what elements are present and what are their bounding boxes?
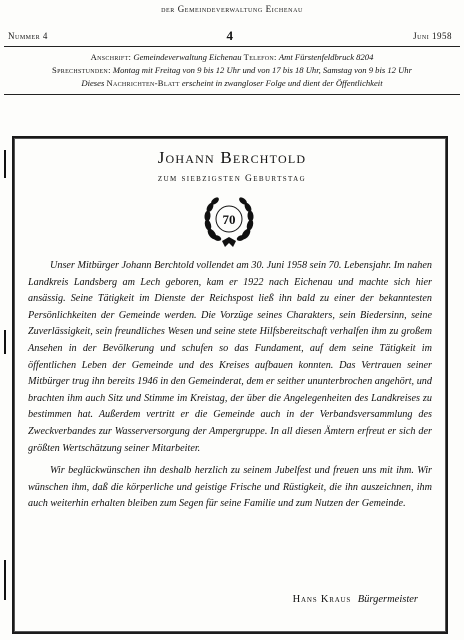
signature [293, 594, 418, 605]
margin-mark [4, 560, 6, 600]
page-number: 4 [226, 28, 234, 43]
laurel-wreath-icon [200, 194, 258, 248]
address-label: Anschrift: [90, 52, 132, 62]
office-hours-line [0, 65, 464, 75]
note-prefix: Dieses [81, 78, 105, 88]
header-rule [4, 46, 460, 47]
article-paragraph: Wir beglückwünschen ihn deshalb herzlich zu seinem Jubelfest und freuen uns mit ihm. Wir wünschen ihm, daß die körperliche und geistige Frische und Rüstigkeit, die ihn auszeichnen, ihm auch weiterhin erhalten bleiben zum Segen für seine Familie und zum Nutzen der Gemeinde. [28, 465, 432, 510]
publication-header: der Gemeindeverwaltung Eichenau [161, 4, 303, 14]
margin-mark [4, 330, 6, 354]
note-suffix: erscheint in zwangloser Folge und dient der Öffentlichkeit [181, 78, 383, 88]
note-name: Nachrichten-Blatt [106, 78, 180, 88]
article-title: Johann Berchtold [157, 148, 307, 167]
article-subtitle: zum siebzigsten Geburtstag [157, 174, 307, 184]
signature-role: Bürgermeister [357, 594, 418, 605]
issue-number: Nummer 4 [8, 31, 48, 41]
address-value: Gemeindeverwaltung Eichenau [133, 52, 242, 62]
hours-value: Montag mit Freitag von 9 bis 12 Uhr und von 17 bis 18 Uhr, Samstag von 9 bis 12 Uhr [112, 65, 412, 75]
info-rule [4, 94, 460, 95]
phone-value: Amt Fürstenfeldbruck 8204 [278, 52, 374, 62]
hours-label: Sprechstunden: [52, 65, 111, 75]
phone-label: Telefon: [243, 52, 277, 62]
wreath-number: 70 [222, 212, 236, 227]
article-paragraph: Unser Mitbürger Johann Berchtold vollendet am 30. Juni 1958 sein 70. Lebensjahr. Im nahen Landkreis Landsberg am Lech geboren, kam er 1922 nach Eichenau und machte sich hier ansässig. Seine Tätigkeit im Dienste der Reichspost ließ ihn bald zu einer der bekanntesten Persönlichkeiten der Gemeinde werden. Die Vorzüge seines Charakters, sein Biedersinn, seine Zuverlässigkeit, sein freundliches Wesen und seine stete Hilfsbereitschaft verhalfen ihm zu großem Ansehen in der Bevölkerung und schufen so das Fundament, auf dem seine Tätigkeit im öffentlichen Leben der Gemeinde und des Kreises aufbauen konnten. Das Vertrauen seiner Mitbürger trug ihn bereits 1946 in den Gemeinderat, dem er seither ununterbrochen angehört, und brachten ihm auch Sitz und Stimme im Kreistag, der über die Angelegenheiten des Landkreises zu bestimmen hat. Außerdem vertritt er die Gemeinde auch in der Verbandsversammlung des Zweckverbandes zur Wasserversorgung der Ampergruppe. In all diesen Ämtern erfreut er sich der größten Wertschätzung seiner Mitarbeiter. [28, 260, 432, 454]
publication-note [0, 78, 464, 88]
signature-name: Hans Kraus [292, 594, 352, 605]
address-line [0, 52, 464, 62]
issue-date: Juni 1958 [413, 31, 452, 41]
issue-row [8, 28, 452, 44]
article-body [28, 258, 432, 513]
